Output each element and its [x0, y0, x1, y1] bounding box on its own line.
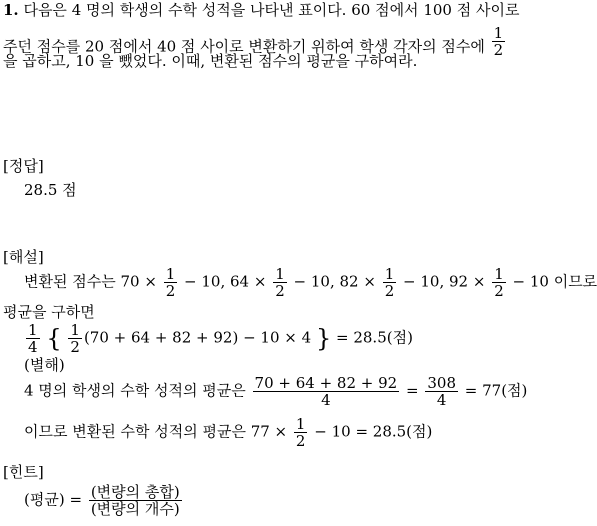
explanation-line-2: 평균을 구하면 — [3, 303, 95, 321]
left-brace: { — [46, 324, 62, 353]
alt2-half-fraction — [294, 416, 308, 449]
alt1-prefix: 4 명의 학생의 수학 성적의 평균은 — [24, 381, 246, 400]
quarter-fraction — [26, 322, 40, 355]
inner-half-fraction — [68, 322, 82, 355]
problem-fraction-den: 2 — [493, 41, 504, 59]
problem-text-3: 을 곱하고, 10 을 뺐었다. 이때, 변환된 점수의 평균을 구하여라. — [3, 52, 418, 70]
explanation-line-1 — [24, 266, 597, 299]
alt1-total-den: 4 — [436, 391, 447, 409]
quarter-num: 1 — [28, 321, 38, 339]
alt1-equals: = — [406, 381, 419, 400]
alt2-result: − 10 = 28.5(점) — [314, 422, 433, 441]
alt1-result: = 77(점) — [464, 381, 528, 400]
hint-formula — [24, 484, 184, 517]
half-fraction-4 — [492, 266, 506, 299]
problem-line-1 — [3, 1, 519, 19]
hint-denominator: (변량의 개수) — [90, 500, 180, 518]
explanation-l1-term3: − 10, 92 × — [403, 272, 486, 291]
explanation-l1-term2: − 10, 82 × — [293, 272, 376, 291]
alt1-total-num: 308 — [427, 374, 456, 392]
alt1-sum-fraction — [253, 375, 400, 408]
problem-text-2: 주던 점수를 20 점에서 40 점 사이로 변환하기 위하여 학생 각자의 점수에 — [3, 37, 485, 56]
problem-fraction-num: 1 — [493, 24, 504, 42]
half-fraction-1 — [164, 266, 178, 299]
equation-inner: (70 + 64 + 82 + 92) − 10 × 4 — [83, 328, 312, 347]
half-num-4: 1 — [494, 265, 504, 283]
right-brace: } — [315, 324, 332, 353]
alt1-total-fraction — [425, 375, 458, 408]
half-den-1: 2 — [165, 282, 176, 300]
alt2-half-num: 1 — [295, 415, 306, 433]
explanation-l1-term4: − 10 이므로 — [512, 272, 597, 291]
inner-half-den: 2 — [70, 338, 80, 356]
hint-header: [힌트] — [3, 463, 44, 481]
half-fraction-3 — [383, 266, 397, 299]
answer-value: 28.5 점 — [24, 181, 77, 199]
half-den-4: 2 — [494, 282, 504, 300]
explanation-l1-term1: − 10, 64 × — [184, 272, 267, 291]
explanation-header: [해설] — [3, 248, 44, 266]
alt1-sum-den: 4 — [321, 391, 331, 409]
alt1-sum-num: 70 + 64 + 82 + 92 — [254, 374, 398, 392]
explanation-equation — [24, 322, 413, 355]
half-den-2: 2 — [275, 282, 285, 300]
alt-line-1 — [24, 375, 527, 408]
alt-line-2 — [24, 416, 432, 449]
problem-number: 1. — [3, 1, 19, 19]
half-den-3: 2 — [384, 282, 395, 300]
alt-solution-header: (별해) — [24, 356, 65, 374]
hint-lhs: (평균) = — [24, 490, 83, 509]
inner-half-num: 1 — [70, 321, 80, 339]
equation-result: = 28.5(점) — [336, 328, 413, 347]
alt2-half-den: 2 — [295, 432, 306, 450]
half-num-2: 1 — [275, 265, 285, 283]
alt2-prefix: 이므로 변환된 수학 성적의 평균은 77 × — [24, 422, 288, 441]
half-num-3: 1 — [384, 265, 395, 283]
hint-fraction — [89, 484, 182, 517]
quarter-den: 4 — [28, 338, 38, 356]
half-fraction-2 — [273, 266, 287, 299]
problem-line-3 — [3, 52, 417, 70]
problem-fraction — [492, 25, 506, 58]
hint-numerator: (변량의 총합) — [90, 483, 180, 501]
half-num-1: 1 — [165, 265, 176, 283]
explanation-l1-prefix: 변환된 점수는 70 × — [24, 272, 157, 291]
problem-text-1: 다음은 4 명의 학생의 수학 성적을 나타낸 표이다. 60 점에서 100 점 사이로 — [23, 1, 520, 19]
answer-header: [정답] — [3, 157, 44, 175]
